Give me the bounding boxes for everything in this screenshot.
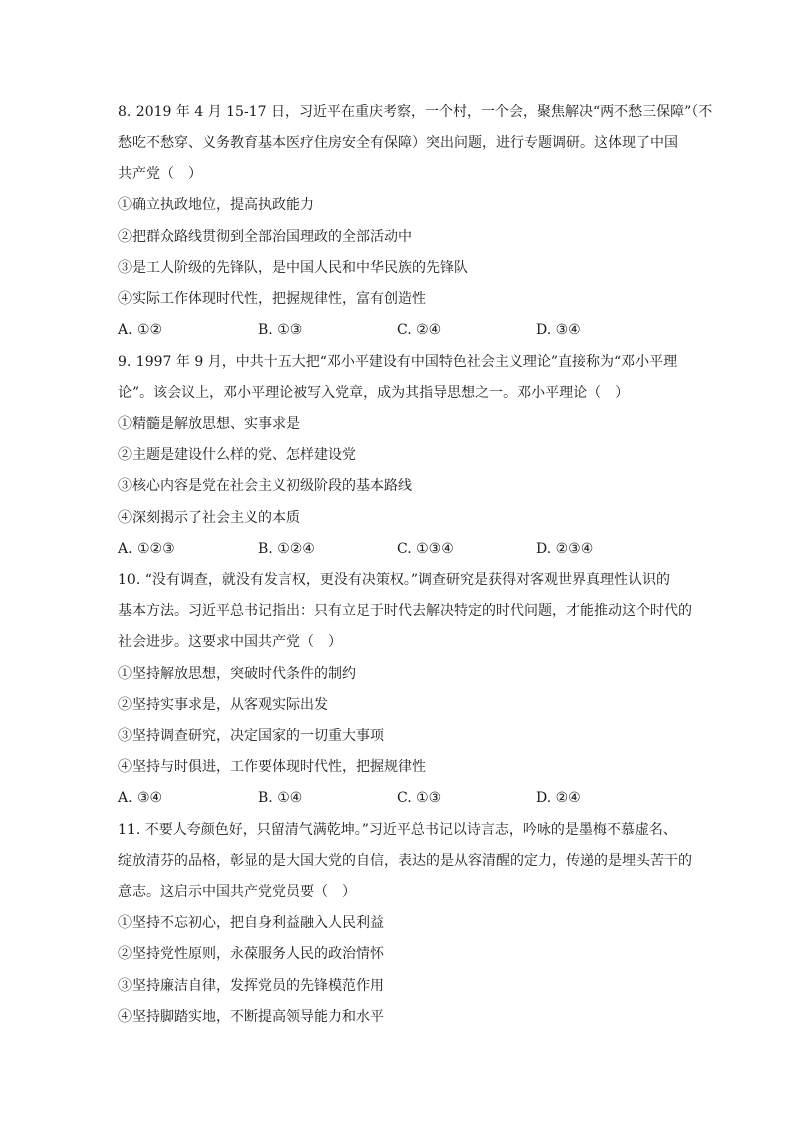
q9-stem-line-1: 9. 1997 年 9 月，中共十五大把“邓小平建设有中国特色社会主义理论”直接称为“邓小平理 (118, 354, 678, 370)
q10-item-3: ③坚持调查研究，决定国家的一切重大事项 (118, 728, 384, 744)
q8-option-d: D. ③④ (536, 322, 581, 338)
q10-option-b: B. ①④ (258, 790, 303, 806)
q8-stem-line-3: 共产党（ ） (118, 166, 202, 182)
q10-option-d: D. ②④ (536, 790, 581, 806)
q10-item-1: ①坚持解放思想，突破时代条件的制约 (118, 666, 356, 682)
q10-option-c: C. ①③ (397, 790, 442, 806)
q8-stem-line-1: 8. 2019 年 4 月 15-17 日，习近平在重庆考察，一个村，一个会，聚焦解决“两不愁三保障”（不 (118, 104, 713, 120)
q9-item-1: ①精髓是解放思想、实事求是 (118, 416, 300, 432)
q8-item-1: ①确立执政地位，提高执政能力 (118, 197, 314, 213)
q9-option-d: D. ②③④ (536, 541, 594, 557)
q11-item-2: ②坚持党性原则，永葆服务人民的政治情怀 (118, 946, 384, 962)
q8-item-3: ③是工人阶级的先锋队，是中国人民和中华民族的先锋队 (118, 260, 468, 276)
q11-item-3: ③坚持廉洁自律，发挥党员的先锋模范作用 (118, 978, 384, 994)
q10-item-2: ②坚持实事求是，从客观实际出发 (118, 697, 328, 713)
q9-item-4: ④深刻揭示了社会主义的本质 (118, 510, 300, 526)
q10-stem-line-3: 社会进步。这要求中国共产党（ ） (118, 634, 342, 650)
q11-item-1: ①坚持不忘初心，把自身利益融入人民利益 (118, 915, 384, 931)
q8-stem-line-2: 愁吃不愁穿、义务教育基本医疗住房安全有保障）突出问题，进行专题调研。这体现了中国 (118, 135, 678, 151)
q9-option-c: C. ①③④ (397, 541, 454, 557)
q11-item-4: ④坚持脚踏实地，不断提高领导能力和水平 (118, 1009, 384, 1025)
q10-stem-line-1: 10. “没有调查，就没有发言权，更没有决策权。”调查研究是获得对客观世界真理性认识的 (118, 572, 671, 588)
q9-option-a: A. ①②③ (118, 541, 175, 557)
q10-item-4: ④坚持与时俱进，工作要体现时代性，把握规律性 (118, 759, 426, 775)
q10-stem-line-2: 基本方法。习近平总书记指出：只有立足于时代去解决特定的时代问题，才能推动这个时代的 (118, 603, 692, 619)
q8-item-4: ④实际工作体现时代性，把握规律性，富有创造性 (118, 291, 426, 307)
q9-item-3: ③核心内容是党在社会主义初级阶段的基本路线 (118, 478, 412, 494)
q8-option-c: C. ②④ (397, 322, 442, 338)
q9-option-b: B. ①②④ (258, 541, 315, 557)
q10-option-a: A. ③④ (118, 790, 163, 806)
q8-option-a: A. ①② (118, 322, 163, 338)
q11-stem-line-1: 11. 不要人夸颜色好，只留清气满乾坤。”习近平总书记以诗言志，吟咏的是墨梅不慕虚名、 (118, 822, 677, 838)
q9-stem-line-2: 论”。该会议上，邓小平理论被写入党章，成为其指导思想之一。邓小平理论（ ） (118, 385, 630, 401)
q8-option-b: B. ①③ (258, 322, 303, 338)
q11-stem-line-3: 意志。这启示中国共产党党员要（ ） (118, 884, 356, 900)
q11-stem-line-2: 绽放清芬的品格，彰显的是大国大党的自信，表达的是从容清醒的定力，传递的是埋头苦干的 (118, 853, 692, 869)
q8-item-2: ②把群众路线贯彻到全部治国理政的全部活动中 (118, 229, 412, 245)
q9-item-2: ②主题是建设什么样的党、怎样建设党 (118, 447, 356, 463)
